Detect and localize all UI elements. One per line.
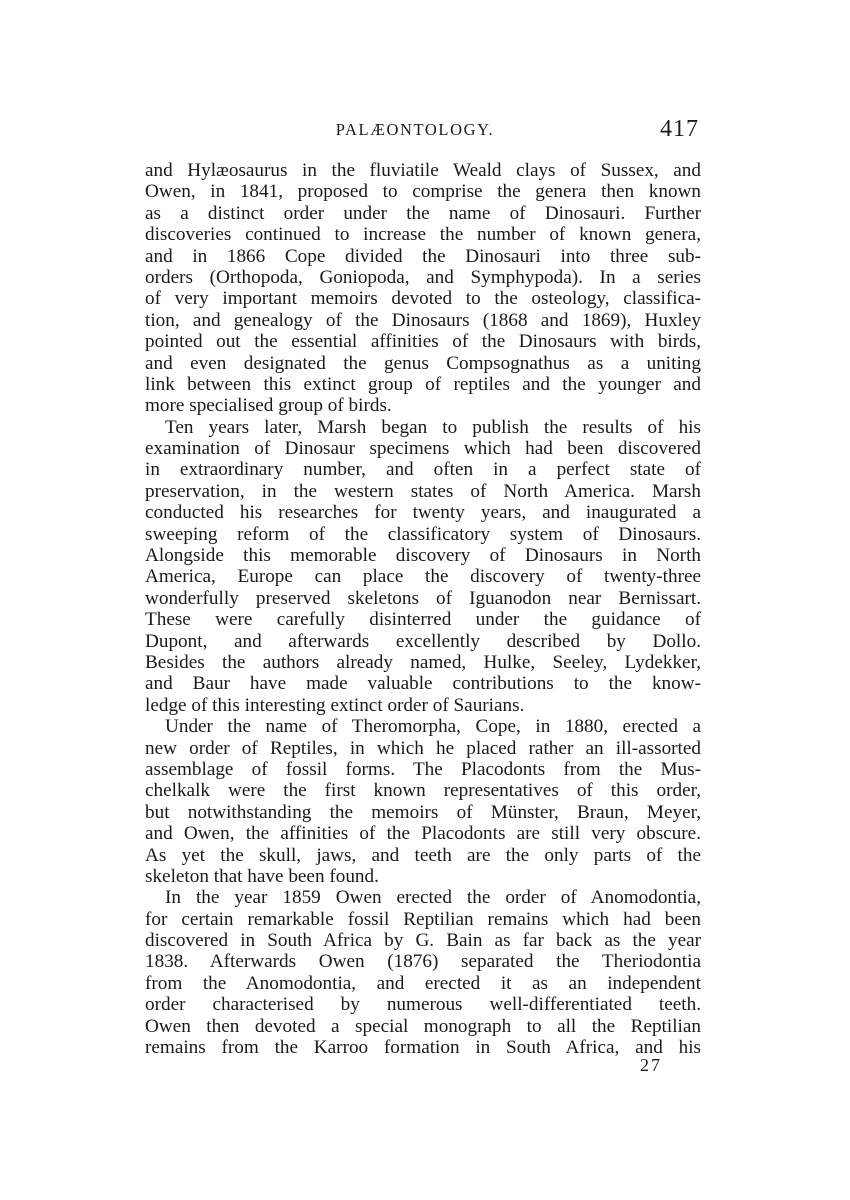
text-line: pointed out the essential affinities of the Dinosaurs with birds, bbox=[145, 331, 701, 353]
text-line: discoveries continued to increase the number of known genera, bbox=[145, 224, 701, 246]
text-line: and Hylæosaurus in the fluviatile Weald clays of Sussex, and bbox=[145, 160, 701, 181]
text-line: of very important memoirs devoted to the osteology, classifica- bbox=[145, 288, 701, 310]
text-line: wonderfully preserved skeletons of Iguanodon near Bernissart. bbox=[145, 587, 701, 609]
running-title: PALÆONTOLOGY. bbox=[335, 120, 495, 139]
text-line: in extraordinary number, and often in a perfect state of bbox=[145, 459, 701, 481]
body-text bbox=[145, 160, 701, 1058]
text-line: skeleton that have been found. bbox=[145, 865, 379, 887]
text-line: more specialised group of birds. bbox=[145, 395, 392, 417]
text-line: 1838. Afterwards Owen (1876) separated the Theriodontia bbox=[145, 951, 701, 973]
text-line: Owen then devoted a special monograph to all the Reptilian bbox=[145, 1015, 701, 1037]
text-line: Under the name of Theromorpha, Cope, in 1880, erected a bbox=[165, 716, 701, 738]
text-line: assemblage of fossil forms. The Placodonts from the Mus- bbox=[145, 758, 701, 780]
text-line: America, Europe can place the discovery of twenty-three bbox=[145, 566, 701, 588]
text-line: sweeping reform of the classificatory system of Dinosaurs. bbox=[145, 523, 701, 545]
text-line: order characterised by numerous well-differentiated teeth. bbox=[145, 994, 701, 1016]
text-line: Ten years later, Marsh began to publish the results of his bbox=[165, 416, 701, 438]
text-line: Alongside this memorable discovery of Dinosaurs in North bbox=[145, 545, 701, 567]
text-line: and even designated the genus Compsognathus as a uniting bbox=[145, 352, 701, 374]
text-line: Dupont, and afterwards excellently described by Dollo. bbox=[145, 630, 701, 652]
text-line: and Owen, the affinities of the Placodonts are still very obscure. bbox=[145, 823, 701, 845]
text-line: Owen, in 1841, proposed to comprise the genera then known bbox=[145, 181, 701, 203]
text-line: but notwithstanding the memoirs of Münster, Braun, Meyer, bbox=[145, 801, 701, 823]
text-line: new order of Reptiles, in which he placed rather an ill-assorted bbox=[145, 737, 701, 759]
text-line: from the Anomodontia, and erected it as an independent bbox=[145, 972, 701, 994]
signature-mark: 27 bbox=[640, 1055, 662, 1075]
text-line: for certain remarkable fossil Reptilian remains which had been bbox=[145, 908, 701, 930]
text-line: Besides the authors already named, Hulke, Seeley, Lydekker, bbox=[145, 651, 701, 673]
text-line: tion, and genealogy of the Dinosaurs (1868 and 1869), Huxley bbox=[145, 309, 701, 331]
text-line: orders (Orthopoda, Goniopoda, and Symphypoda). In a series bbox=[145, 266, 701, 288]
text-line: conducted his researches for twenty years, and inaugurated a bbox=[145, 502, 701, 524]
page-number: 417 bbox=[660, 116, 699, 142]
text-line: as a distinct order under the name of Dinosauri. Further bbox=[145, 202, 701, 224]
text-line: chelkalk were the first known representatives of this order, bbox=[145, 780, 701, 802]
text-line: preservation, in the western states of North America. Marsh bbox=[145, 480, 701, 502]
text-line: discovered in South Africa by G. Bain as far back as the year bbox=[145, 930, 701, 952]
running-head bbox=[145, 116, 699, 148]
text-line: examination of Dinosaur specimens which had been discovered bbox=[145, 438, 701, 460]
text-line: and Baur have made valuable contributions to the know- bbox=[145, 673, 701, 695]
text-line: In the year 1859 Owen erected the order of Anomodontia, bbox=[165, 887, 701, 909]
text-line: These were carefully disinterred under the guidance of bbox=[145, 609, 701, 631]
text-line: ledge of this interesting extinct order of Saurians. bbox=[145, 694, 525, 716]
text-line: As yet the skull, jaws, and teeth are the only parts of the bbox=[145, 844, 701, 866]
text-line: link between this extinct group of reptiles and the younger and bbox=[145, 373, 701, 395]
text-line: and in 1866 Cope divided the Dinosauri into three sub- bbox=[145, 245, 701, 267]
text-line: remains from the Karroo formation in South Africa, and his bbox=[145, 1037, 701, 1059]
